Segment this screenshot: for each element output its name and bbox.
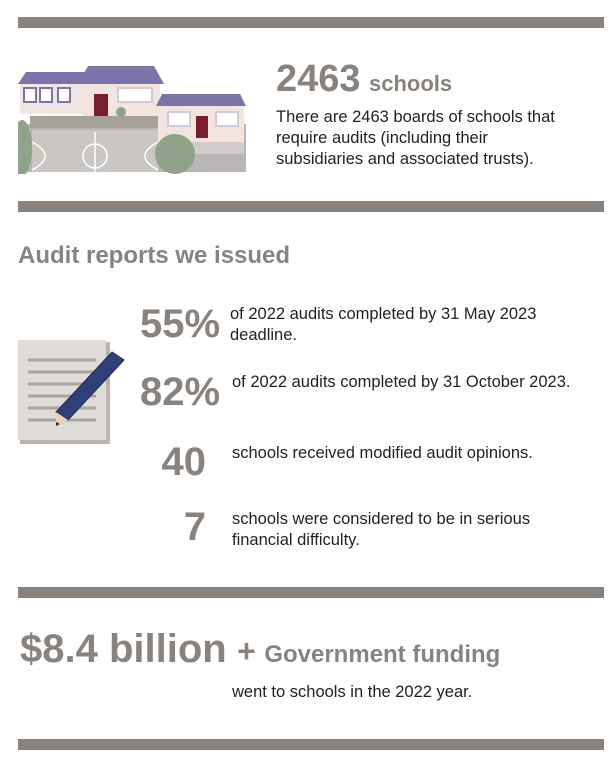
audit-section-heading: Audit reports we issued (18, 242, 291, 269)
schools-count: 2463 (276, 58, 361, 100)
stat-value-2: 82% (140, 370, 221, 414)
document-pencil-icon (16, 338, 134, 448)
stat-text-3: schools received modified audit opinions. (232, 444, 533, 462)
schools-description: There are 2463 boards of schools that require audits (including their subsidiaries and associated trusts). (276, 108, 555, 168)
school-buildings-icon (18, 62, 248, 174)
stat-value-3: 40 (161, 440, 206, 484)
schools-headline (276, 58, 452, 101)
section-divider (18, 587, 604, 598)
stat-text-4: schools were considered to be in serious financial difficulty. (232, 510, 531, 549)
stat-value-4: 7 (183, 505, 206, 549)
funding-plus: + (237, 633, 256, 669)
top-divider (18, 17, 604, 28)
stat-value-1: 55% (140, 302, 221, 346)
funding-headline (20, 627, 500, 672)
funding-label: Government funding (264, 641, 501, 668)
stat-text-1: of 2022 audits completed by 31 May 2023 deadline. (230, 305, 537, 344)
bottom-divider (18, 739, 604, 750)
schools-unit: schools (369, 71, 453, 96)
stat-text-2: of 2022 audits completed by 31 October 2023. (232, 373, 571, 391)
funding-amount: $8.4 billion (20, 627, 227, 671)
funding-description: went to schools in the 2022 year. (232, 683, 473, 701)
section-divider (18, 201, 604, 212)
